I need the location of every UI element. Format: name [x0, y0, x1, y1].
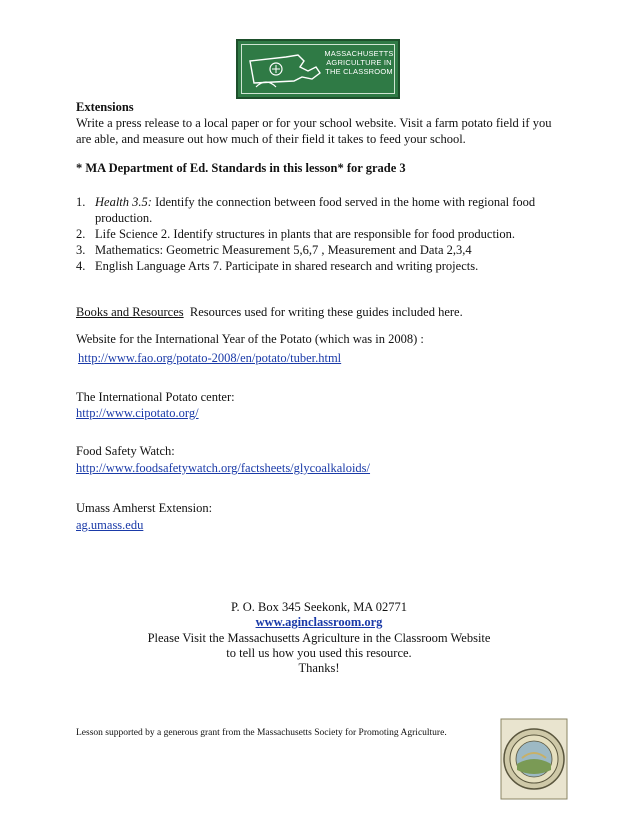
resource-label-fsw: Food Safety Watch:	[76, 444, 175, 458]
resources-header-line	[76, 304, 463, 320]
list-number: 3.	[76, 243, 86, 257]
contact-thanks: Thanks!	[298, 661, 340, 675]
standard-text: Mathematics: Geometric Measurement 5,6,7 , Measurement and Data 2,3,4	[95, 243, 472, 257]
standard-text: Life Science 2. Identify structures in plants that are responsible for food production.	[95, 227, 516, 241]
standard-text: Identify the connection between food served in the home with regional food production.	[95, 195, 536, 225]
list-item	[76, 258, 556, 274]
list-item	[76, 194, 556, 226]
list-number: 4.	[76, 259, 86, 273]
resources-heading: Books and Resources	[76, 305, 184, 319]
maic-logo	[236, 39, 400, 99]
extensions-body: Write a press release to a local paper or for your school website. Visit a farm potato field if you are able, and measure out how much of their field it takes to feed your school.	[76, 116, 552, 146]
massachusetts-map-icon	[246, 47, 326, 93]
contact-line2: to tell us how you used this resource.	[226, 646, 412, 660]
standard-text: English Language Arts 7. Participate in shared research and writing projects.	[95, 259, 479, 273]
resources-intro: Resources used for writing these guides included here.	[183, 305, 463, 319]
resource-label-fao: Website for the International Year of the Potato (which was in 2008) :	[76, 332, 424, 346]
standard-code: Health 3.5:	[95, 195, 152, 209]
fao-link[interactable]: http://www.fao.org/potato-2008/en/potato/tuber.html	[78, 351, 342, 365]
list-item	[76, 226, 556, 242]
cipotato-link[interactable]: http://www.cipotato.org/	[76, 406, 199, 420]
website-link[interactable]: www.aginclassroom.org	[255, 615, 383, 629]
contact-address: P. O. Box 345 Seekonk, MA 02771	[230, 600, 408, 614]
resource-label-cip: The International Potato center:	[76, 390, 235, 404]
society-seal	[500, 718, 568, 800]
extensions-heading: Extensions	[76, 100, 134, 114]
seal-icon	[500, 718, 568, 800]
contact-line1: Please Visit the Massachusetts Agriculture in the Classroom Website	[147, 631, 491, 645]
list-number: 1.	[76, 195, 86, 209]
standards-heading: * MA Department of Ed. Standards in this lesson* for grade 3	[76, 161, 406, 175]
resource-label-umass: Umass Amherst Extension:	[76, 501, 213, 515]
umass-link[interactable]: ag.umass.edu	[76, 518, 144, 532]
standards-list	[76, 194, 556, 274]
foodsafetywatch-link[interactable]: http://www.foodsafetywatch.org/factsheets/glycoalkaloids/	[76, 461, 371, 475]
logo-text: MASSACHUSETTS AGRICULTURE IN THE CLASSROOM	[324, 49, 394, 76]
grant-footer: Lesson supported by a generous grant from the Massachusetts Society for Promoting Agriculture.	[76, 728, 447, 738]
list-number: 2.	[76, 227, 86, 241]
list-item	[76, 242, 556, 258]
